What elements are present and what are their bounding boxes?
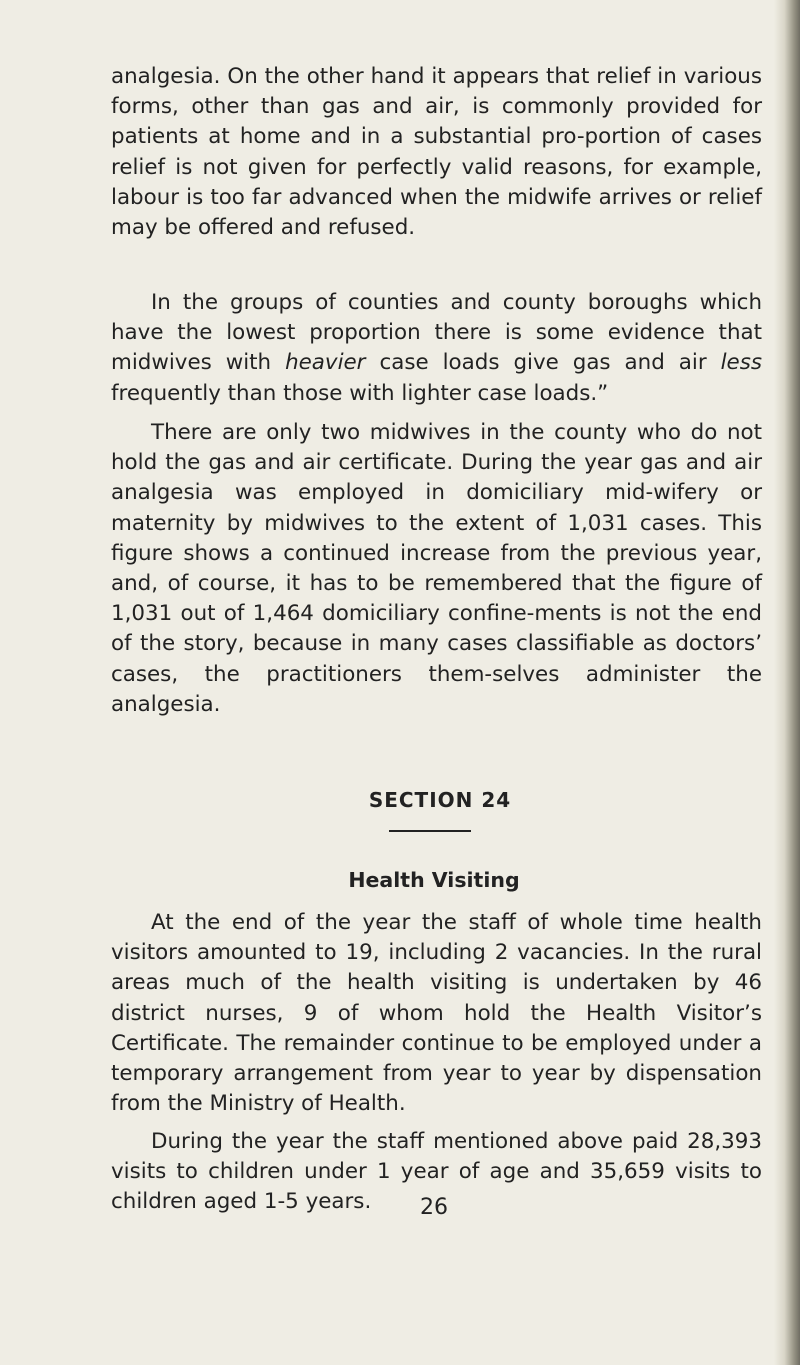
emphasis-less: less: [720, 350, 762, 376]
page-number: 26: [420, 1195, 448, 1220]
paragraph-county-groups-text-2: case loads give gas and air: [365, 350, 721, 376]
section-heading: SECTION 24: [368, 788, 512, 812]
section-divider: [389, 830, 471, 832]
emphasis-heavier: heavier: [285, 350, 366, 376]
page-edge-shadow: [774, 0, 800, 1365]
paragraph-analgesia-relief: analgesia. On the other hand it appears that relief in various forms, other than gas and air, is commonly provided for patients at home and in a substantial pro-portion of cases relief is not given for perfectly valid reasons, for example, labour is too far advanced when the midwife arrives or relief may be offered and refused.: [111, 64, 762, 241]
section-subheading: Health Visiting: [348, 868, 520, 892]
paragraph-midwives-certificate: There are only two midwives in the county who do not hold the gas and air certificate. During the year gas and air analgesia was employed in domiciliary mid-wifery or maternity by midwives to the extent of 1,031 cases. This figure shows a continued increase from the previous year, and, of course, it has to be remembered that the figure of 1,031 out of 1,464 domiciliary confine-ments is not the end of the story, because in many cases classifiable as doctors’ cases, the practitioners them-selves administer the analgesia.: [111, 420, 762, 717]
paragraph-county-groups-text-1: In the groups of counties and county boroughs which have the lowest proportion there is some evidence that midwives with: [111, 290, 762, 376]
paragraph-county-groups-text-3: frequently than those with lighter case loads.”: [111, 380, 609, 406]
paragraph-visits-count: During the year the staff mentioned above paid 28,393 visits to children under 1 year of age and 35,659 visits to children aged 1-5 years.: [111, 1129, 762, 1215]
paragraph-health-visitors-staff: At the end of the year the staff of whole time health visitors amounted to 19, including 2 vacancies. In the rural areas much of the health visiting is undertaken by 46 district nurses, 9 of whom hold the Health Visitor’s Certificate. The remainder continue to be employed under a temporary arrangement from year to year by dispensation from the Ministry of Health.: [111, 910, 762, 1117]
paragraph-county-groups: [111, 288, 762, 409]
